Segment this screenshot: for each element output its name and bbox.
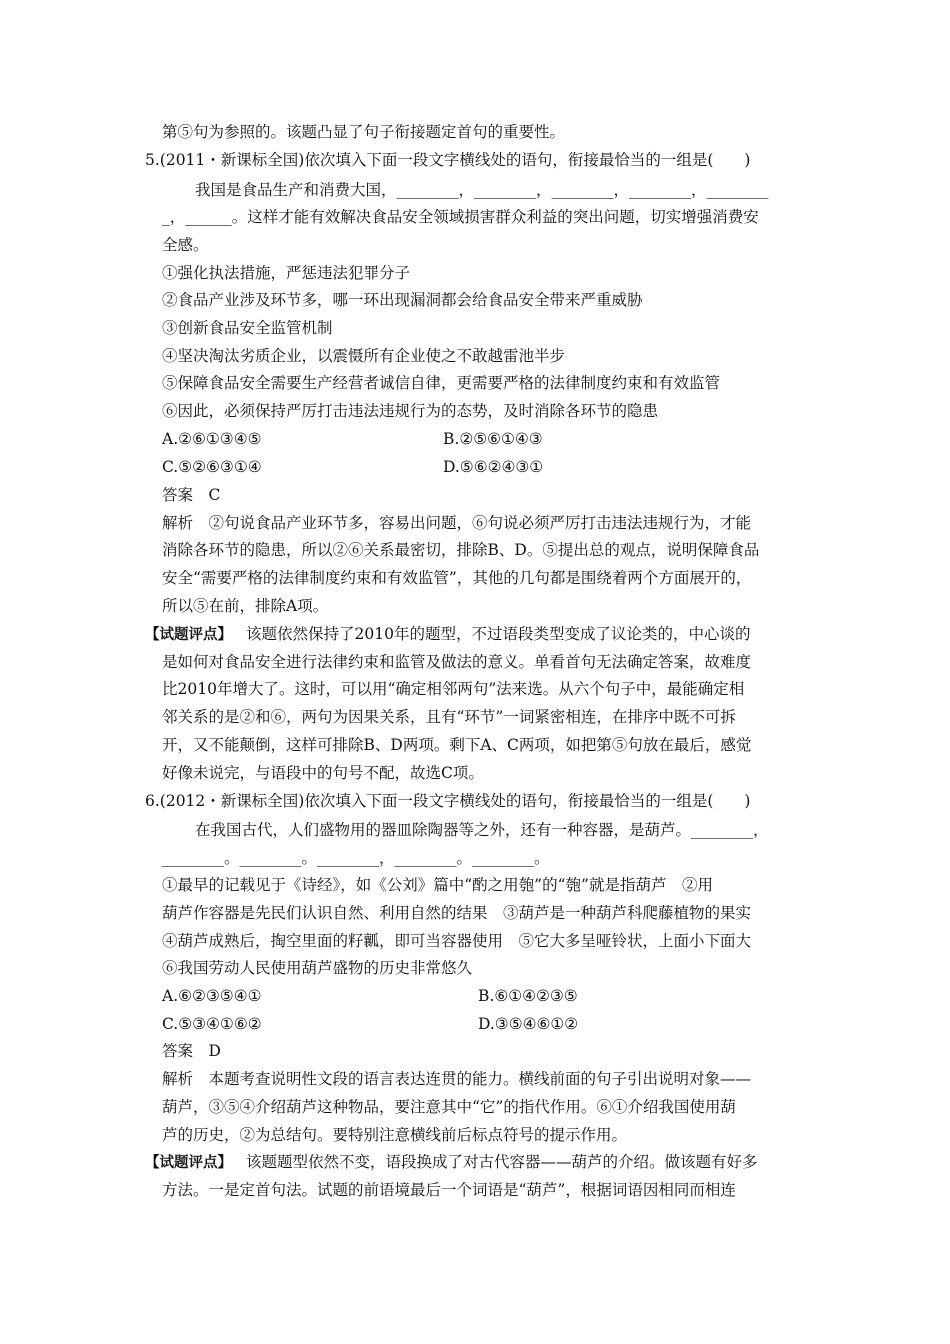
option-b: B.②⑤⑥①④③: [443, 430, 543, 448]
comment-text: 该题依然保持了2010年的题型，不过语段类型变成了议论类的，中心谈的: [246, 625, 751, 643]
comment-tag: 【试题评点】: [145, 1155, 232, 1171]
question-5-sentence: ⑥因此，必须保持严厉打击违法违规行为的态势，及时消除各环节的隐患: [162, 402, 659, 420]
comment-line: [145, 1152, 758, 1173]
comment-line: 邻关系的是②和⑥，两句为因果关系，且有“环节”一词紧密相连，在排序中既不可拆: [162, 708, 736, 726]
answer: 答案 C: [162, 486, 221, 504]
question-6-passage: ________。________。________，________。________。: [162, 849, 550, 867]
comment-line: 是如何对食品安全进行法律约束和监管及做法的意义。单看首句无法确定答案，故难度: [162, 653, 752, 671]
comment-line: 比2010年增大了。这时，可以用“确定相邻两句”法来选。从六个句子中，最能确定相: [162, 680, 745, 698]
analysis-line: 所以⑤在前，排除A项。: [162, 597, 329, 615]
comment-line: [145, 624, 750, 645]
question-6-sentences: ①最早的记载见于《诗经》，如《公刘》篇中“酌之用匏”的“匏”就是指葫芦 ②用: [162, 876, 713, 894]
question-5-stem: 5.(2011・新课标全国)依次填入下面一段文字横线处的语句，衔接最恰当的一组是( ): [145, 151, 751, 169]
question-5-sentence: ⑤保障食品安全需要生产经营者诚信自律，更需要严格的法律制度约束和有效监管: [162, 374, 721, 392]
text-line: 第⑤句为参照的。该题凸显了句子衔接题定首句的重要性。: [162, 123, 566, 141]
question-5-passage: 全感。: [162, 236, 209, 254]
question-6-stem: 6.(2012・新课标全国)依次填入下面一段文字横线处的语句，衔接最恰当的一组是( ): [145, 792, 751, 810]
question-6-passage: 在我国古代，人们盛物用的器皿除陶器等之外，还有一种容器，是葫芦。________，: [195, 821, 769, 839]
question-5-sentence: ①强化执法措施，严惩违法犯罪分子: [162, 264, 411, 282]
question-6-sentences: 葫芦作容器是先民们认识自然、利用自然的结果 ③葫芦是一种葫芦科爬藤植物的果实: [162, 904, 752, 922]
question-5-sentence: ③创新食品安全监管机制: [162, 319, 333, 337]
option-a: A.⑥②③⑤④①: [162, 987, 262, 1005]
option-d: D.⑤⑥②④③①: [443, 458, 544, 476]
option-b: B.⑥①④②③⑤: [478, 987, 578, 1005]
comment-line: 好像未说完，与语段中的句号不配，故选C项。: [162, 764, 484, 782]
question-5-sentence: ②食品产业涉及环节多，哪一环出现漏洞都会给食品安全带来严重威胁: [162, 291, 643, 309]
analysis-line: 解析 ②句说食品产业环节多，容易出问题，⑥句说必须严厉打击违法违规行为，才能: [162, 514, 752, 532]
analysis-line: 解析 本题考查说明性文段的语言表达连贯的能力。横线前面的句子引出说明对象——: [162, 1070, 752, 1088]
comment-line: 开，又不能颠倒，这样可排除B、D两项。剩下A、C两项，如把第⑤句放在最后，感觉: [162, 736, 752, 754]
analysis-line: 芦的历史，②为总结句。要特别注意横线前后标点符号的提示作用。: [162, 1126, 628, 1144]
question-5-sentence: ④坚决淘汰劣质企业，以震慑所有企业使之不敢越雷池半步: [162, 347, 566, 365]
comment-text: 该题题型依然不变，语段换成了对古代容器——葫芦的介绍。做该题有好多: [246, 1153, 758, 1171]
analysis-line: 安全“需要严格的法律制度约束和有效监管”，其他的几句都是围绕着两个方面展开的，: [162, 569, 752, 587]
analysis-line: 消除各环节的隐患，所以②⑥关系最密切，排除B、D。⑤提出总的观点，说明保障食品: [162, 541, 760, 559]
option-c: C.⑤③④①⑥②: [162, 1015, 262, 1033]
answer: 答案 D: [162, 1042, 221, 1060]
comment-line: 方法。一是定首句法。试题的前语境最后一个词语是“葫芦”，根据词语因相同而相连: [162, 1181, 736, 1199]
question-6-sentences: ④葫芦成熟后，掏空里面的籽瓤，即可当容器使用 ⑤它大多呈哑铃状，上面小下面大: [162, 932, 752, 950]
option-c: C.⑤②⑥③①④: [162, 458, 262, 476]
question-5-passage: 我国是食品生产和消费大国，________，________，________，________，________: [195, 181, 769, 199]
option-a: A.②⑥①③④⑤: [162, 430, 262, 448]
question-5-passage: _，______。这样才能有效解决食品安全领域损害群众利益的突出问题，切实增强消费安: [162, 208, 759, 226]
option-d: D.③⑤④⑥①②: [478, 1015, 579, 1033]
analysis-line: 葫芦，③⑤④介绍葫芦这种物品，要注意其中“它”的指代作用。⑥①介绍我国使用葫: [162, 1098, 736, 1116]
comment-tag: 【试题评点】: [145, 627, 232, 643]
question-6-sentences: ⑥我国劳动人民使用葫芦盛物的历史非常悠久: [162, 959, 473, 977]
